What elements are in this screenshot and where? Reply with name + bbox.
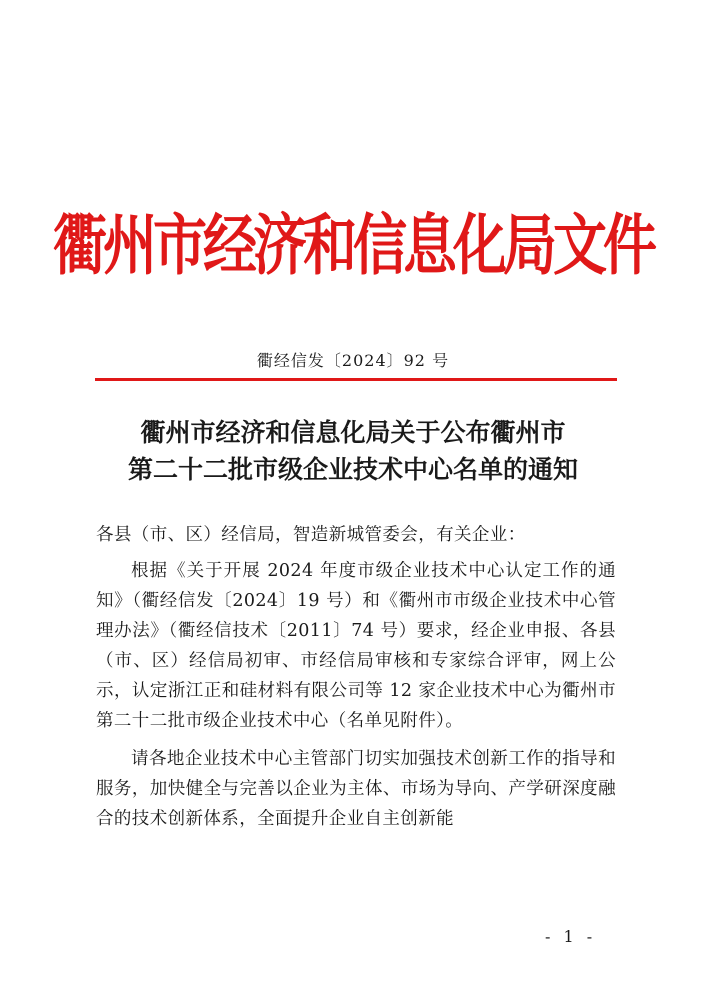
document-title-line-1: 衢州市经济和信息化局关于公布衢州市 — [140, 418, 566, 447]
document-number: 衢经信发〔2024〕92 号 — [256, 351, 450, 370]
body-paragraph-2: 请各地企业技术中心主管部门切实加强技术创新工作的指导和服务，加快健全与完善以企业为主体、市场为导向、产学研深度融合的技术创新体系，全面提升企业自主创新能 — [96, 749, 616, 829]
body-paragraph-1: 根据《关于开展 2024 年度市级企业技术中心认定工作的通知》（衢经信发〔2024〕19 号）和《衢州市市级企业技术中心管理办法》（衢经信技术〔2011〕74 号）要求，经企业申报、各县（市、区）经信局初审、市经信局审核和专家综合评审，网上公示，认定浙江正和硅材料有限公司等 12 家企业技术中心为衢州市第二十二批市级企业技术中心（名单见附件）。 — [96, 561, 616, 731]
addressee-line: 各县（市、区）经信局，智造新城管委会，有关企业： — [96, 525, 526, 545]
page-number: - 1 - — [545, 927, 597, 946]
document-body — [96, 520, 616, 834]
document-masthead: 衢州市经济和信息化局文件 — [53, 205, 653, 284]
document-title-line-2: 第二十二批市级企业技术中心名单的通知 — [127, 455, 578, 484]
red-separator-line — [95, 378, 617, 381]
document-title — [0, 414, 706, 488]
